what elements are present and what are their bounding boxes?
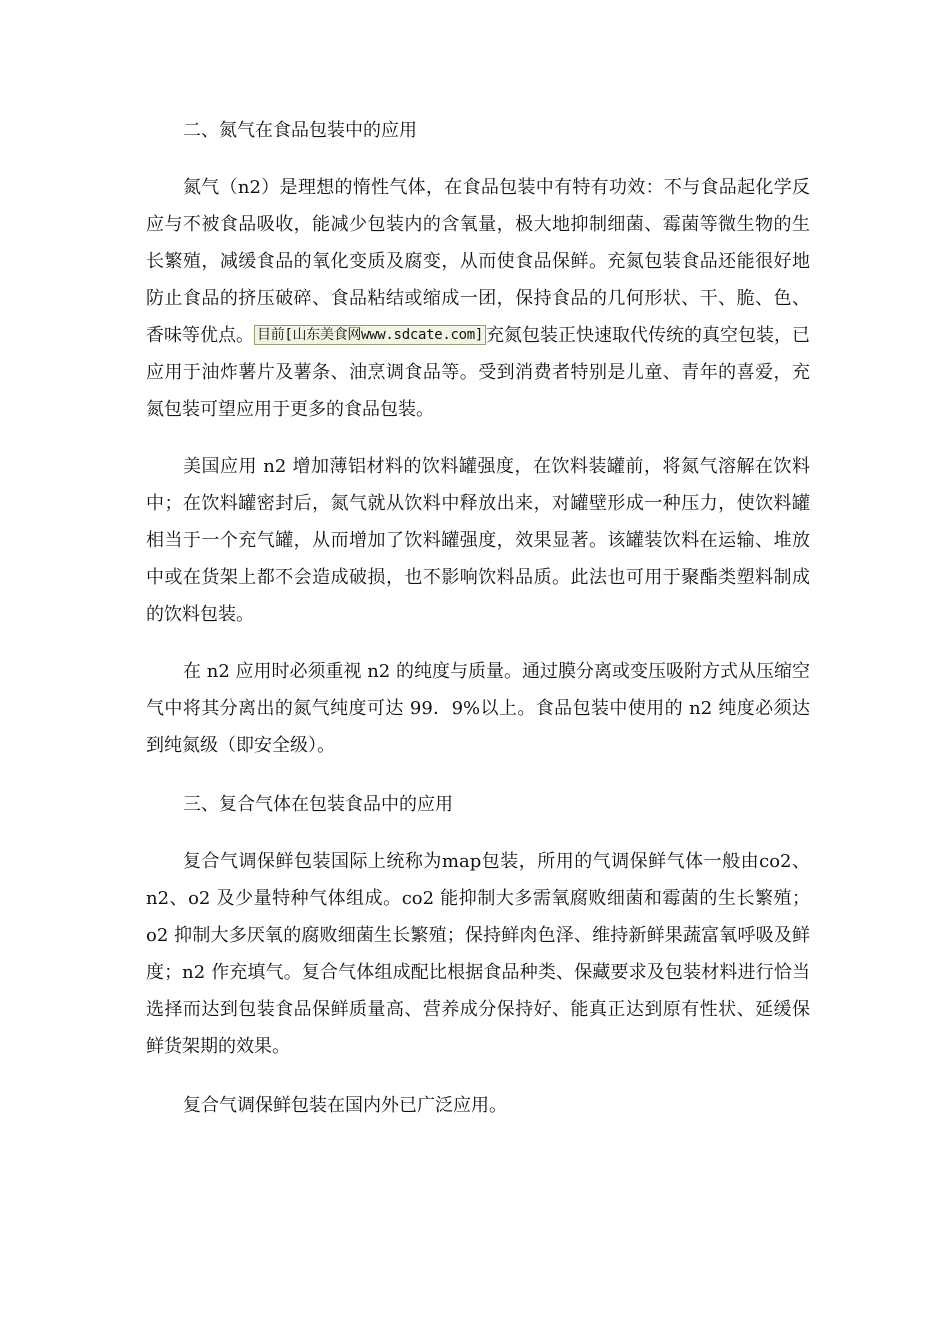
document-page [146, 112, 810, 1124]
paragraph-nitrogen-purity: 在 n2 应用时必须重视 n2 的纯度与质量。通过膜分离或变压吸附方式从压缩空气中将其分离出的氮气纯度可达 99．9%以上。食品包装中使用的 n2 纯度必须达到纯氮级（即安全级）。 [146, 661, 810, 756]
paragraph-composite-map: 复合气调保鲜包装国际上统称为map包装，所用的气调保鲜气体一般由co2、n2、o2 及少量特种气体组成。co2 能抑制大多需氧腐败细菌和霉菌的生长繁殖；o2 抑制大多厌氧的腐败细菌生长繁殖；保持鲜肉色泽、维持新鲜果蔬富氧呼吸及鲜度；n2 作充填气。复合气体组成配比根据食品种类、保藏要求及包装材料进行恰当选择而达到包装食品保鲜质量高、营养成分保持好、能真正达到原有性状、延缓保鲜货架期的效果。 [146, 851, 810, 1057]
source-watermark: 目前[山东美食网www.sdcate.com] [254, 325, 486, 345]
section-heading-nitrogen: 二、氮气在食品包装中的应用 [183, 120, 417, 141]
paragraph-text: 充氮包装正快速取代传统的真空包装，已应用于油炸薯片及薯条、油烹调食品等。受到消费者特别是儿童、青年的喜爱，充氮包装可望应用于更多的食品包装。 [146, 325, 811, 420]
paragraph-nitrogen-cans: 美国应用 n2 增加薄铝材料的饮料罐强度，在饮料装罐前，将氮气溶解在饮料中；在饮料罐密封后，氮气就从饮料中释放出来，对罐壁形成一种压力，使饮料罐相当于一个充气罐，从而增加了饮料罐强度，效果显著。该罐装饮料在运输、堆放中或在货架上都不会造成破损，也不影响饮料品质。此法也可用于聚酯类塑料制成的饮料包装。 [146, 456, 810, 625]
paragraph-text: 氮气（n2）是理想的惰性气体，在食品包装中有特有功效：不与食品起化学反应与不被食品吸收，能减少包装内的含氧量，极大地抑制细菌、霉菌等微生物的生长繁殖，减缓食品的氧化变质及腐变，从而使食品保鲜。充氮包装食品还能很好地防止食品的挤压破碎、食品粘结或缩成一团，保持食品的几何形状、干、脆、色、香味等优点。 [146, 177, 810, 346]
section-heading-composite: 三、复合气体在包装食品中的应用 [183, 794, 453, 815]
paragraph-composite-usage: 复合气调保鲜包装在国内外已广泛应用。 [183, 1095, 507, 1116]
paragraph-nitrogen-properties [146, 169, 810, 428]
